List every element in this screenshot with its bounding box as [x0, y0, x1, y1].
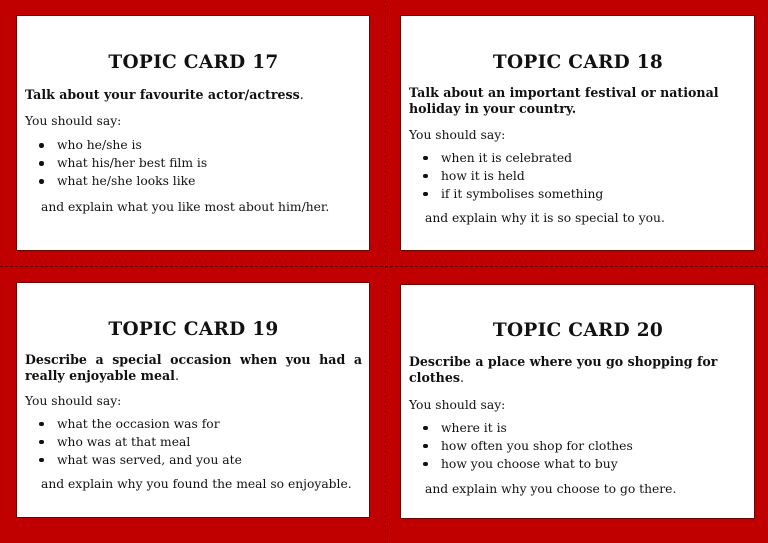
topic-card-20: [400, 284, 755, 519]
card-title: TOPIC CARD 18: [492, 52, 664, 73]
topic-card-18: [400, 15, 755, 251]
bullet-list: [25, 415, 362, 470]
prompt-end: .: [459, 370, 464, 385]
prompt-bold: Describe a special occasion when you had a really enjoyable meal: [25, 351, 362, 383]
prompt-end: .: [299, 86, 304, 102]
explain-line: and explain what you like most about him/her.: [41, 199, 330, 214]
bullet-item: what he/she looks like: [25, 172, 362, 190]
card-prompt: [409, 85, 747, 118]
bullet-item: where it is: [409, 419, 747, 437]
bullet-item: how often you shop for clothes: [409, 437, 747, 455]
card-title: TOPIC CARD 17: [108, 52, 279, 73]
you-should-say: You should say:: [25, 114, 122, 128]
card-title: TOPIC CARD 20: [492, 320, 664, 341]
bullet-item: if it symbolises something: [409, 185, 747, 203]
explain-line: and explain why it is so special to you.: [425, 211, 665, 226]
you-should-say: You should say:: [409, 127, 506, 142]
bullet-item: how you choose what to buy: [409, 455, 747, 473]
card-title: TOPIC CARD 19: [108, 319, 279, 340]
you-should-say: You should say:: [25, 393, 122, 408]
prompt-bold: Talk about an important festival or national holiday in your country: [409, 84, 719, 116]
card-prompt: [25, 87, 362, 104]
you-should-say: You should say:: [409, 397, 506, 412]
topic-card-19: [16, 282, 370, 518]
bullet-list: [409, 149, 747, 204]
prompt-bold: Talk about your favourite actor/actress: [25, 86, 300, 102]
explain-line: and explain why you choose to go there.: [425, 482, 677, 497]
vertical-cut-line: [385, 0, 386, 543]
bullet-item: when it is celebrated: [409, 149, 747, 167]
bullet-item: how it is held: [409, 167, 747, 185]
bullet-item: what his/her best film is: [25, 154, 362, 172]
bullet-list: [409, 419, 747, 474]
horizontal-cut-line: [0, 266, 768, 267]
prompt-end: .: [174, 368, 179, 383]
bullet-item: what was served, and you ate: [25, 451, 362, 469]
bullet-list: [25, 136, 362, 191]
bullet-item: what the occasion was for: [25, 415, 362, 433]
prompt-end: .: [571, 101, 577, 116]
bullet-item: who he/she is: [25, 136, 362, 154]
card-prompt: [25, 352, 362, 385]
card-prompt: [409, 354, 747, 387]
bullet-item: who was at that meal: [25, 433, 362, 451]
topic-card-17: [16, 15, 370, 251]
explain-line: and explain why you found the meal so enjoyable.: [41, 477, 352, 492]
prompt-bold: Describe a place where you go shopping for clothes: [409, 353, 718, 385]
